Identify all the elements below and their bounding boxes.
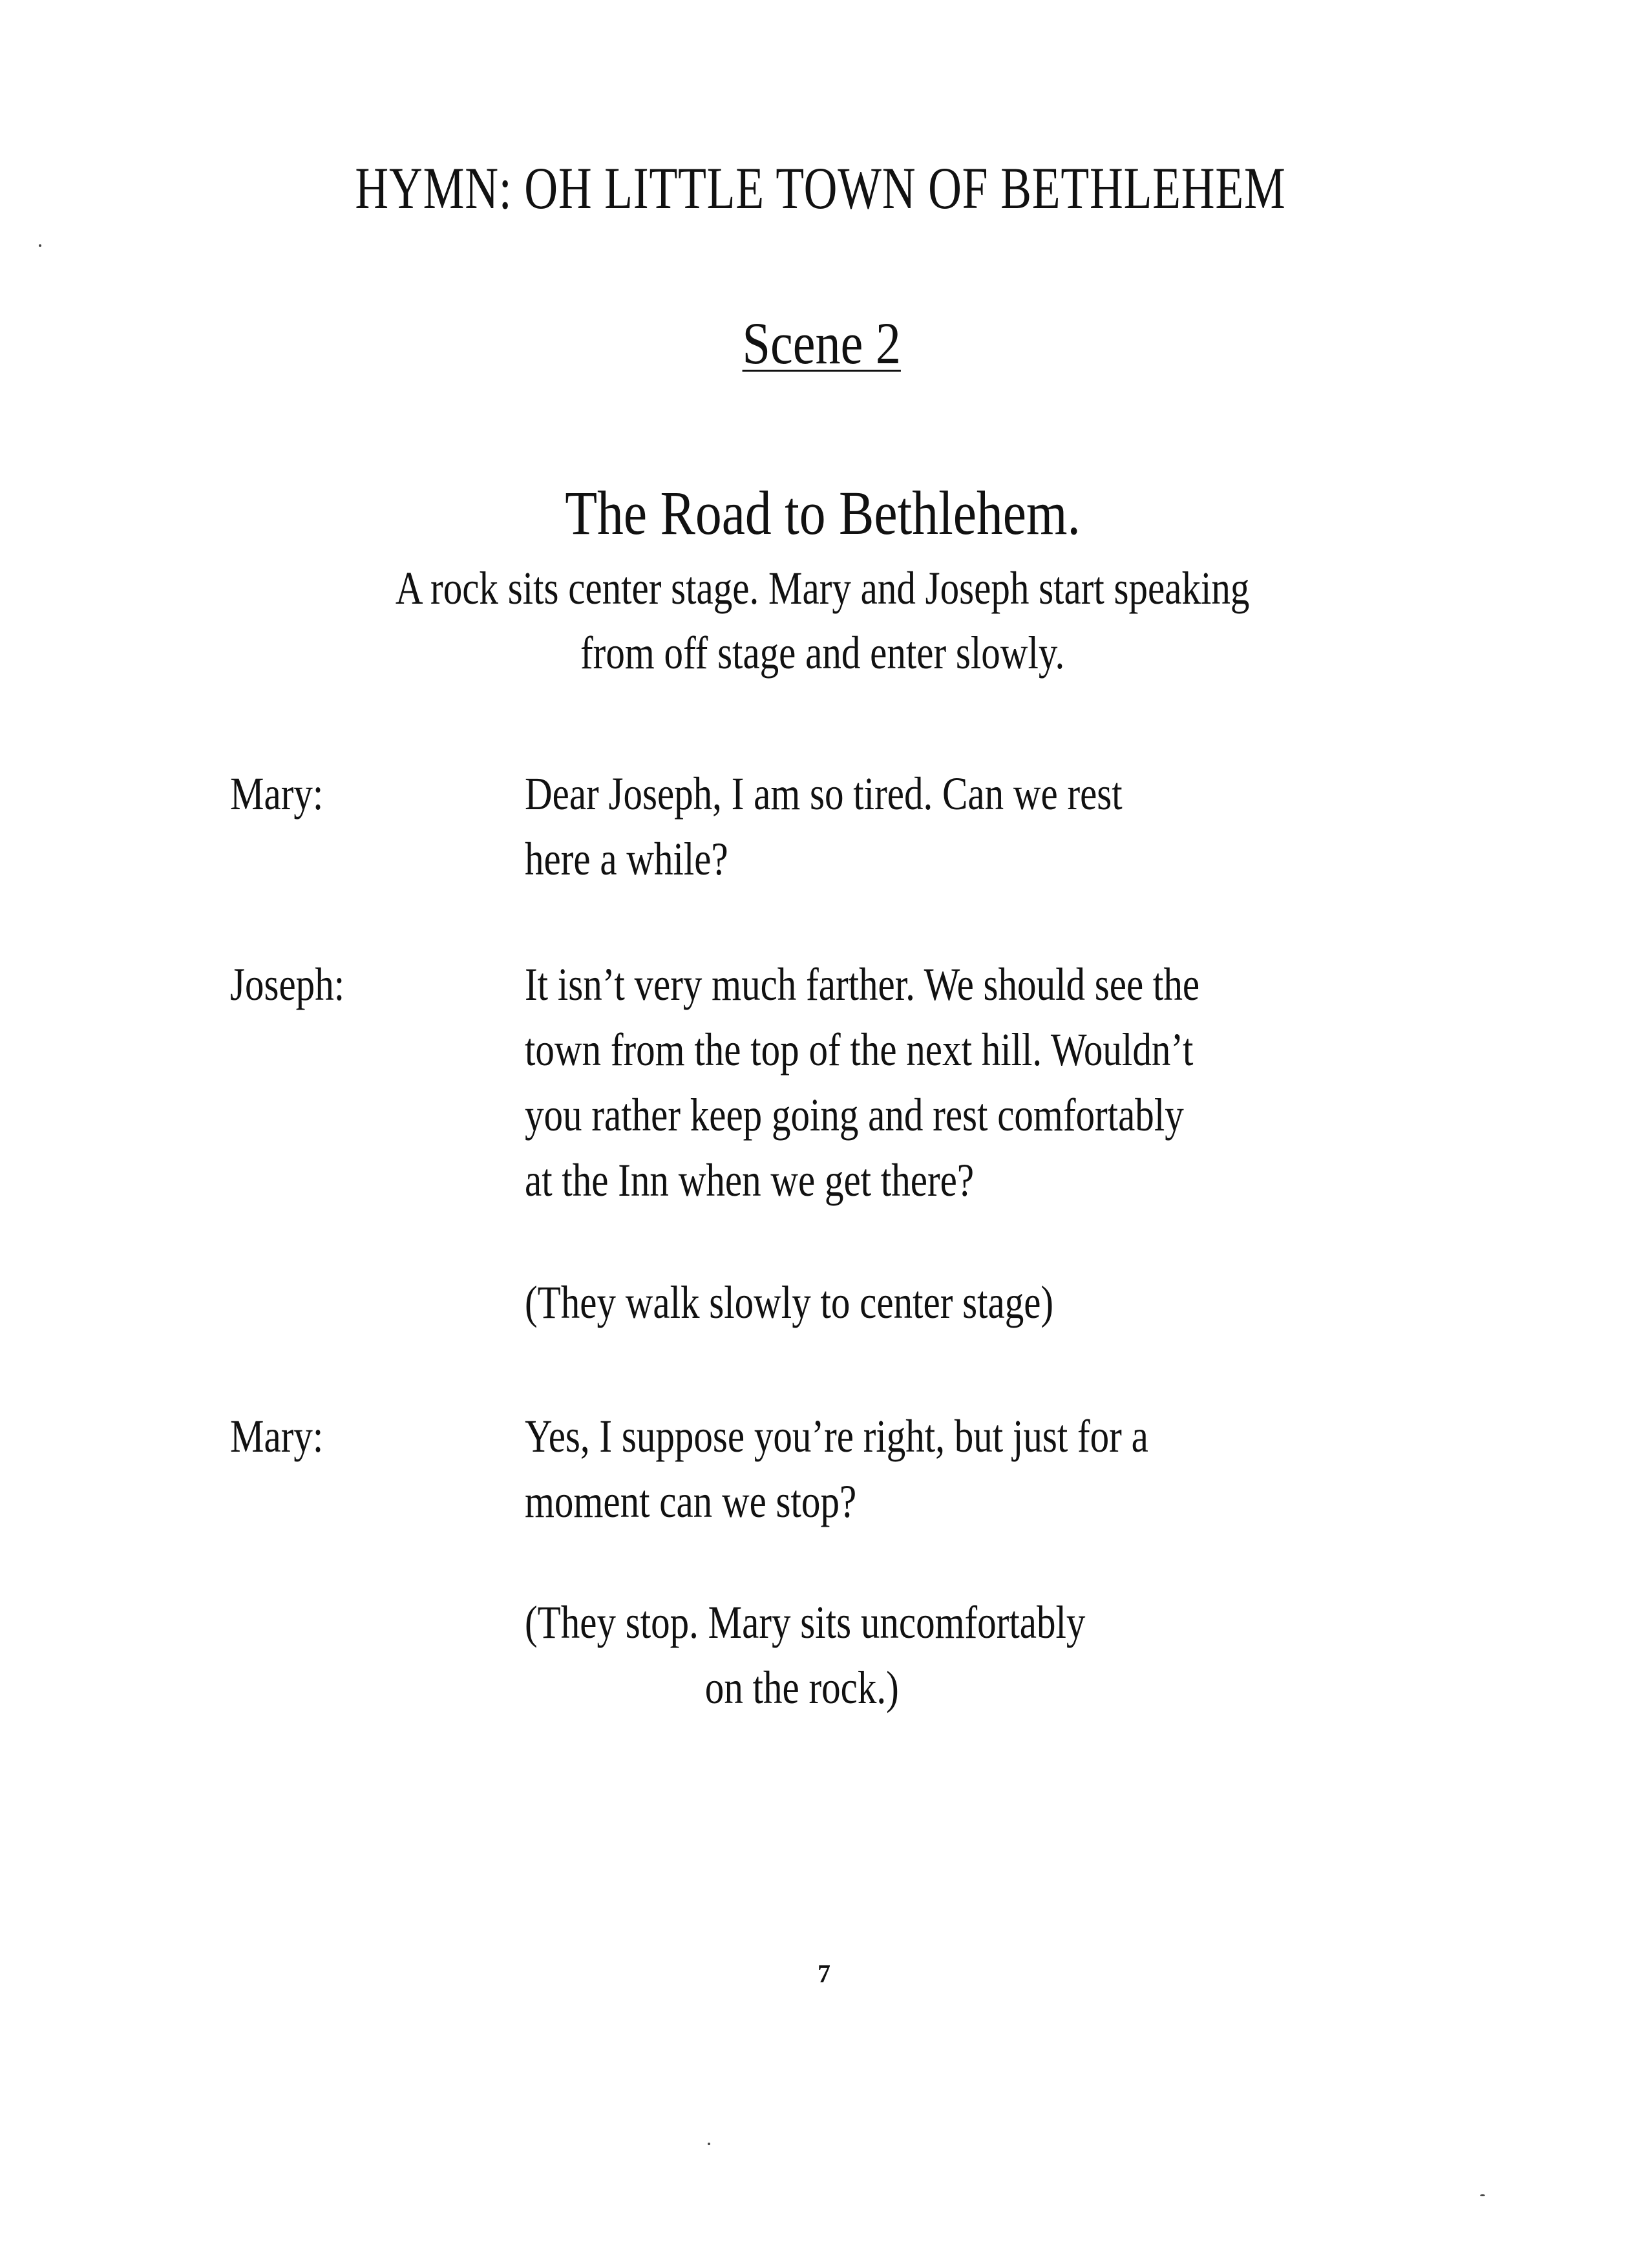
speech-text <box>525 761 1123 892</box>
speech-line: you rather keep going and rest comfortably <box>525 1089 1184 1141</box>
speech-line: Yes, I suppose you’re right, but just for a <box>525 1410 1148 1462</box>
speech-text <box>525 952 1199 1213</box>
opening-stage-direction <box>147 556 1498 685</box>
setting-title: The Road to Bethlehem. <box>565 478 1081 547</box>
speaker-name: Joseph: <box>230 959 345 1010</box>
direction-line: (They walk slowly to center stage) <box>525 1277 1054 1328</box>
scene-heading-container <box>121 309 1523 377</box>
direction-line: on the rock.) <box>704 1662 899 1713</box>
speech-line: town from the top of the next hill. Wouldn’t <box>525 1024 1194 1076</box>
stage-direction <box>525 1270 1053 1335</box>
speech-line: at the Inn when we get there? <box>525 1154 975 1206</box>
opening-direction-line: from off stage and enter slowly. <box>580 627 1065 679</box>
scan-speck <box>1480 2194 1485 2196</box>
speech-line: It isn’t very much farther. We should see the <box>525 959 1200 1010</box>
speech-line: here a while? <box>525 833 728 885</box>
speech-text <box>525 1404 1148 1534</box>
hymn-heading: HYMN: OH LITTLE TOWN OF BETHLEHEM <box>355 155 1286 221</box>
stage-direction <box>525 1590 1085 1721</box>
scan-speck <box>39 244 41 247</box>
page-number: 7 <box>818 1959 830 1988</box>
opening-direction-line: A rock sits center stage. Mary and Joseph start speaking <box>395 562 1250 614</box>
speaker-name: Mary: <box>230 768 324 820</box>
speech-line: Dear Joseph, I am so tired. Can we rest <box>525 768 1123 820</box>
direction-line: (They stop. Mary sits uncomfortably <box>525 1596 1086 1648</box>
speech-line: moment can we stop? <box>525 1476 857 1527</box>
speaker-name: Mary: <box>230 1410 324 1462</box>
scan-speck <box>708 2143 710 2145</box>
scene-heading: Scene 2 <box>742 310 901 376</box>
